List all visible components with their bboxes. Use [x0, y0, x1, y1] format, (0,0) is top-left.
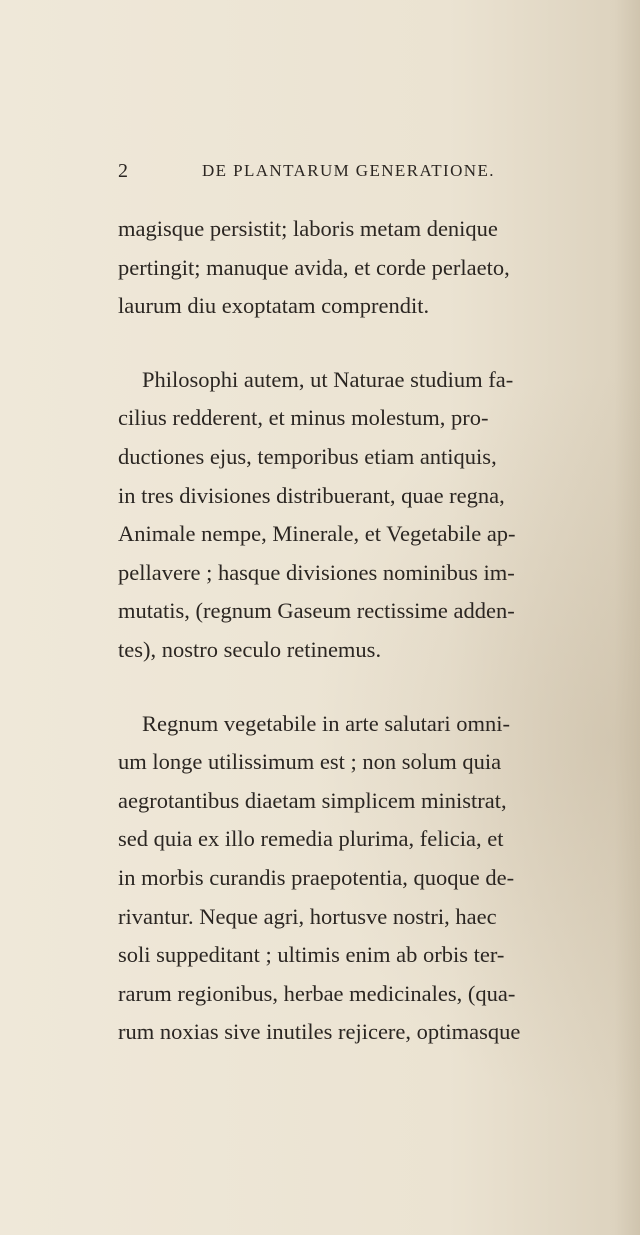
text-line: in morbis curandis praepotentia, quoque de-: [118, 864, 515, 890]
text-line: Animale nempe, Minerale, et Vegetabile ap-: [118, 521, 516, 547]
text-line: in tres divisiones distribuerant, quae regna,: [118, 482, 505, 508]
text-line: tes), nostro seculo retinemus.: [118, 636, 382, 662]
paragraph-2: [118, 361, 614, 670]
text-line: laurum diu exoptatam comprendit.: [118, 293, 430, 319]
text-line: cilius redderent, et minus molestum, pro-: [118, 405, 489, 431]
page-header: [118, 159, 558, 183]
text-line: ductiones ejus, temporibus etiam antiquis,: [118, 443, 497, 469]
text-line: aegrotantibus diaetam simplicem ministrat,: [118, 787, 507, 813]
text-line: magisque persistit; laboris metam denique: [118, 216, 498, 241]
running-title: DE PLANTARUM GENERATIONE.: [202, 161, 495, 180]
body-text: [118, 210, 614, 1052]
text-line: Regnum vegetabile in arte salutari omni-: [142, 710, 511, 736]
text-line: sed quia ex illo remedia plurima, felicia, et: [118, 826, 504, 852]
text-line: rivantur. Neque agri, hortusve nostri, haec: [118, 903, 497, 929]
text-line: mutatis, (regnum Gaseum rectissime adden-: [118, 598, 515, 624]
text-line: soli suppeditant ; ultimis enim ab orbis ter-: [118, 942, 505, 968]
text-line: rarum regionibus, herbae medicinales, (qua-: [118, 980, 516, 1006]
text-line: Philosophi autem, ut Naturae studium fa-: [142, 366, 514, 392]
paragraph-1: [118, 210, 614, 326]
text-line: rum noxias sive inutiles rejicere, optimasque: [118, 1019, 521, 1045]
page-number: 2: [118, 160, 128, 182]
text-line: um longe utilissimum est ; non solum quia: [118, 749, 502, 775]
text-line: pertingit; manuque avida, et corde perlaeto,: [118, 254, 510, 280]
paragraph-3: [118, 705, 614, 1052]
text-line: pellavere ; hasque divisiones nominibus im-: [118, 559, 515, 585]
